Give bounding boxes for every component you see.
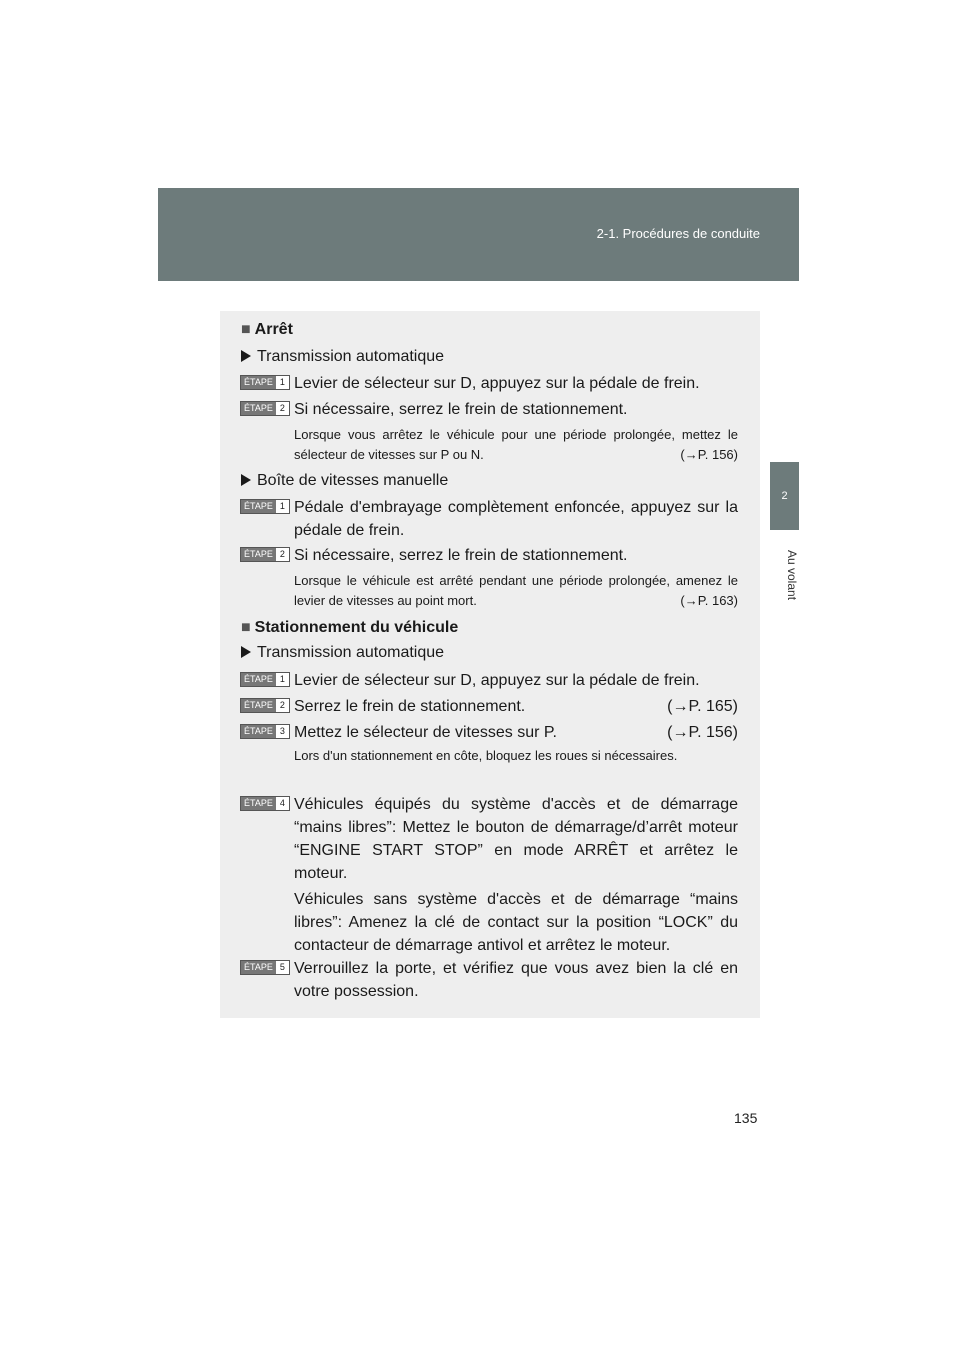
- step-badge: ÉTAPE 1: [240, 375, 290, 390]
- step-badge: ÉTAPE 2: [240, 401, 290, 416]
- page-number: 135: [734, 1110, 758, 1126]
- step: [240, 398, 738, 421]
- note: Lorsque le véhicule est arrêté pendant une période prolongée, amenez le levier de vitesses au point mort. (→P. 163): [294, 571, 738, 611]
- step: [240, 793, 738, 957]
- step-badge: ÉTAPE 2: [240, 698, 290, 713]
- step: [240, 669, 738, 692]
- step-text: Levier de sélecteur sur D, appuyez sur la pédale de frein.: [294, 672, 700, 689]
- section-heading-stationnement: ■ Stationnement du véhicule: [241, 619, 459, 636]
- note: Lors d'un stationnement en côte, bloquez les roues si nécessaires.: [294, 748, 678, 763]
- step: [240, 695, 738, 718]
- step: [240, 496, 738, 542]
- step: [240, 544, 738, 567]
- note: Lorsque vous arrêtez le véhicule pour une période prolongée, mettez le sélecteur de vitesses sur P ou N. (→P. 156): [294, 425, 738, 465]
- header-band: [158, 188, 799, 281]
- page-reference: (→P. 165): [667, 698, 738, 715]
- step-text: Si nécessaire, serrez le frein de stationnement.: [294, 401, 628, 418]
- subheading-transmission-auto: Transmission automatique: [241, 644, 781, 662]
- step-text: Levier de sélecteur sur D, appuyez sur la pédale de frein.: [294, 375, 700, 392]
- square-bullet-icon: ■: [241, 321, 251, 338]
- step-badge: ÉTAPE 1: [240, 672, 290, 687]
- step-text: Véhicules équipés du système d'accès et de démarrage “mains libres”: Mettez le bouton de démarrage/d’arrêt moteur “ENGINE START STOP” en mode ARRÊT et arrêtez le moteur.: [294, 796, 738, 882]
- section-title: 2-1. Procédures de conduite: [596, 226, 760, 241]
- step-text: Serrez le frein de stationnement. (→P. 165): [294, 695, 738, 718]
- triangle-bullet-icon: [241, 474, 251, 486]
- section-heading-arret: ■ Arrêt: [241, 321, 293, 338]
- step-text: Mettez le sélecteur de vitesses sur P. (→P. 156): [294, 721, 738, 744]
- step-badge: ÉTAPE 1: [240, 499, 290, 514]
- chapter-number: 2: [781, 490, 788, 502]
- content-box: [220, 311, 760, 1018]
- subheading-transmission-auto: Transmission automatique: [241, 348, 781, 366]
- step-text: Verrouillez la porte, et vérifiez que vous avez bien la clé en votre possession.: [294, 960, 738, 1000]
- step-text: Véhicules sans système d'accès et de démarrage “mains libres”: Amenez la clé de contact sur la position “LOCK” du contacteur de démarrage antivol et arrêtez le moteur.: [294, 891, 738, 954]
- step-badge: ÉTAPE 2: [240, 547, 290, 562]
- step: [240, 372, 738, 395]
- step-badge: ÉTAPE 3: [240, 724, 290, 739]
- step: [240, 957, 738, 1003]
- page-reference: (→P. 156): [680, 447, 738, 462]
- subheading-boite-manuelle: Boîte de vitesses manuelle: [241, 472, 781, 490]
- page-reference: (→P. 156): [667, 724, 738, 741]
- chapter-label: Au volant: [785, 549, 799, 601]
- page-reference: (→P. 163): [680, 593, 738, 608]
- triangle-bullet-icon: [241, 646, 251, 658]
- step: [240, 721, 738, 744]
- step-badge: ÉTAPE 4: [240, 796, 290, 811]
- step-badge: ÉTAPE 5: [240, 960, 290, 975]
- step-text: Si nécessaire, serrez le frein de stationnement.: [294, 547, 628, 564]
- triangle-bullet-icon: [241, 350, 251, 362]
- square-bullet-icon: ■: [241, 619, 251, 636]
- step-text: Pédale d'embrayage complètement enfoncée, appuyez sur la pédale de frein.: [294, 499, 738, 539]
